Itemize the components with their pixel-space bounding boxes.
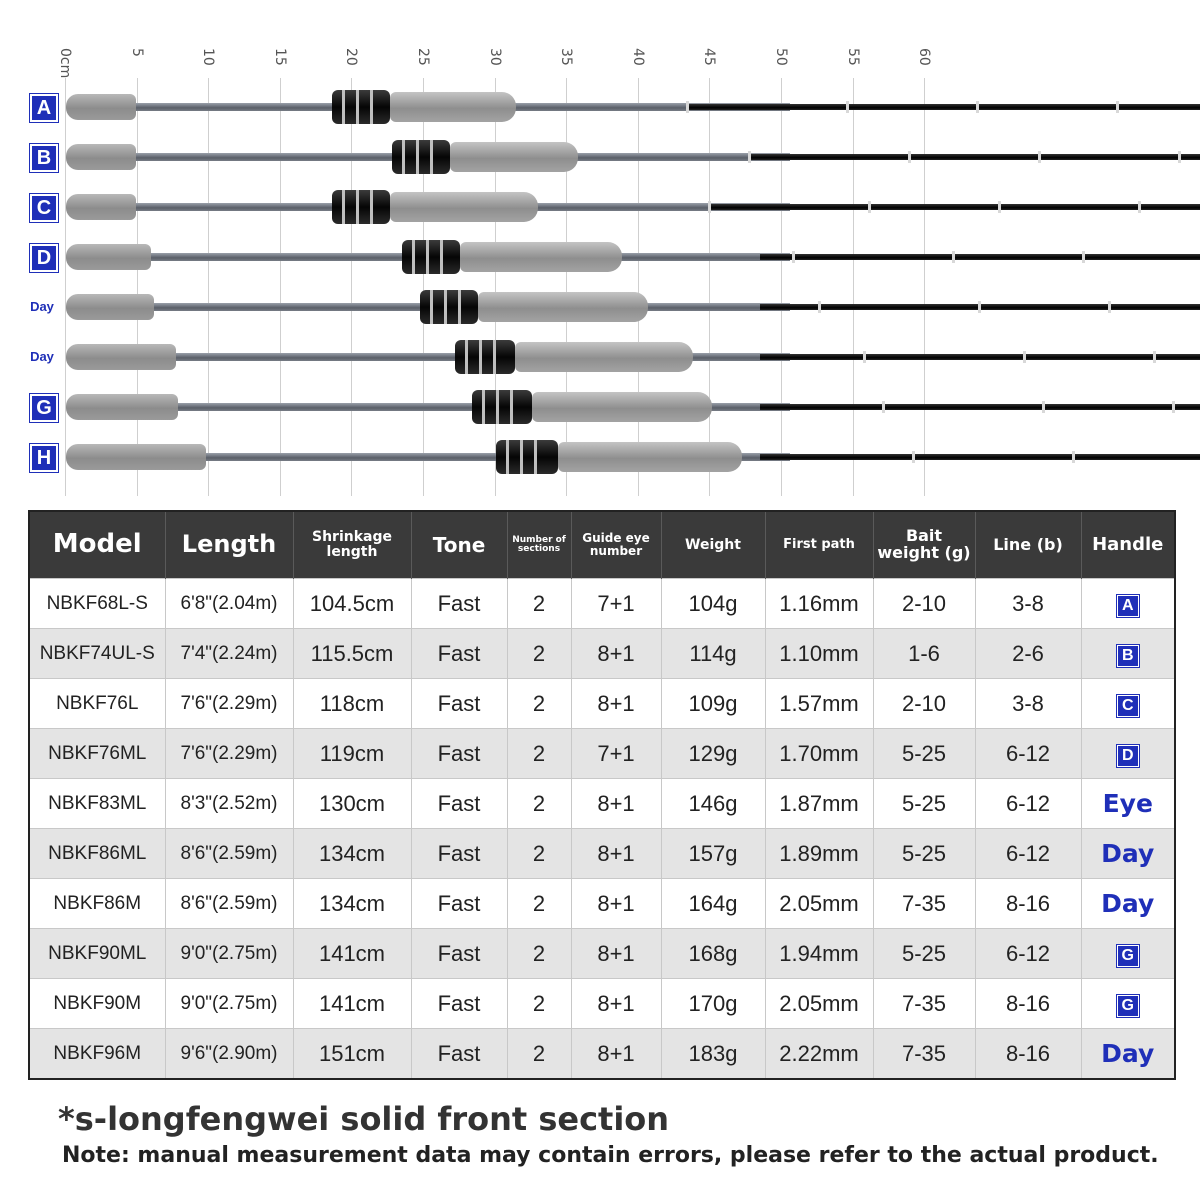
cell-guides: 8+1 <box>571 1029 661 1080</box>
rod-guide-mark <box>1138 201 1141 213</box>
reel-seat-ring <box>402 140 405 174</box>
cell-length: 8'6"(2.59m) <box>165 829 293 879</box>
rod-reel-seat <box>472 390 532 424</box>
handle-label: B <box>1117 645 1139 667</box>
rod-reel-seat <box>402 240 460 274</box>
ruler-tick-label: 25 <box>415 48 431 66</box>
cell-bait-weight: 2-10 <box>873 679 975 729</box>
cell-shrinkage: 115.5cm <box>293 629 411 679</box>
rod-handle-label: B <box>30 144 58 172</box>
header-guide-eye: Guide eye number <box>571 511 661 579</box>
rod-guide-mark <box>882 401 885 413</box>
reel-seat-ring <box>493 340 496 374</box>
ruler-tick-label: 40 <box>630 48 646 66</box>
cell-weight: 114g <box>661 629 765 679</box>
rod-handle-label: H <box>30 444 58 472</box>
reel-seat-ring <box>458 290 461 324</box>
cell-length: 9'6"(2.90m) <box>165 1029 293 1080</box>
rod-handle-label: C <box>30 194 58 222</box>
reel-seat-ring <box>479 340 482 374</box>
reel-seat-ring <box>506 440 509 474</box>
handle-label: G <box>1117 995 1139 1017</box>
cell-weight: 164g <box>661 879 765 929</box>
rod-reel-seat <box>392 140 450 174</box>
rod-guide-mark <box>863 351 866 363</box>
rod-fore-grip <box>532 392 712 422</box>
rod-row <box>0 436 1200 476</box>
rod-row <box>0 86 1200 126</box>
rod-reel-seat <box>455 340 515 374</box>
rod-handle-label: G <box>30 394 58 422</box>
rod-fore-grip <box>390 92 516 122</box>
cell-line: 8-16 <box>975 1029 1081 1080</box>
rod-guide-mark <box>1072 451 1075 463</box>
rod-handle-label: A <box>30 94 58 122</box>
rod-guide-mark <box>978 301 981 313</box>
rod-row <box>0 136 1200 176</box>
table-row <box>29 729 1175 779</box>
cell-model: NBKF90M <box>29 979 165 1029</box>
rod-guide-mark <box>908 151 911 163</box>
rod-row <box>0 386 1200 426</box>
reel-seat-ring <box>496 390 499 424</box>
cell-first-path: 2.22mm <box>765 1029 873 1080</box>
cell-line: 3-8 <box>975 679 1081 729</box>
cell-handle <box>1081 629 1175 679</box>
cell-handle <box>1081 779 1175 829</box>
cell-handle <box>1081 579 1175 629</box>
rod-guide-mark <box>846 101 849 113</box>
rod-guide-mark <box>708 201 711 213</box>
ruler-tick-label: 10 <box>200 48 216 66</box>
cell-weight: 183g <box>661 1029 765 1080</box>
rod-fore-grip <box>558 442 742 472</box>
rod-guide-mark <box>868 201 871 213</box>
disclaimer-note: Note: manual measurement data may contain errors, please refer to the actual product. <box>62 1143 1159 1168</box>
rod-guide-mark <box>976 101 979 113</box>
reel-seat-ring <box>430 140 433 174</box>
ruler-tick-label: 20 <box>343 48 359 66</box>
reel-seat-ring <box>342 90 345 124</box>
cell-length: 7'6"(2.29m) <box>165 729 293 779</box>
rod-reel-seat <box>332 90 390 124</box>
cell-weight: 157g <box>661 829 765 879</box>
rod-guide-mark <box>998 201 1001 213</box>
cell-tone: Fast <box>411 629 507 679</box>
rod-tip-section <box>760 254 1200 260</box>
cell-handle <box>1081 1029 1175 1080</box>
reel-seat-ring <box>342 190 345 224</box>
rod-butt-grip <box>66 244 151 270</box>
rod-tip-section <box>760 404 1200 410</box>
reel-seat-ring <box>370 190 373 224</box>
cell-bait-weight: 1-6 <box>873 629 975 679</box>
header-weight: Weight <box>661 511 765 579</box>
cell-shrinkage: 151cm <box>293 1029 411 1080</box>
cell-model: NBKF76L <box>29 679 165 729</box>
cell-model: NBKF90ML <box>29 929 165 979</box>
ruler-tick-label: 60 <box>916 48 932 66</box>
ruler-tick-label: 0cm <box>57 48 73 79</box>
rod-guide-mark <box>1178 151 1181 163</box>
cell-first-path: 1.70mm <box>765 729 873 779</box>
cell-line: 2-6 <box>975 629 1081 679</box>
cell-guides: 8+1 <box>571 629 661 679</box>
cell-shrinkage: 118cm <box>293 679 411 729</box>
rod-butt-grip <box>66 344 176 370</box>
cell-shrinkage: 141cm <box>293 929 411 979</box>
footnote: *s-longfengwei solid front section <box>58 1100 670 1138</box>
rod-butt-grip <box>66 394 178 420</box>
reel-seat-ring <box>370 90 373 124</box>
cell-bait-weight: 7-35 <box>873 979 975 1029</box>
handle-label: C <box>1117 695 1139 717</box>
rod-handle-label: Day <box>30 298 54 314</box>
reel-seat-ring <box>465 340 468 374</box>
header-first-path: First path <box>765 511 873 579</box>
rod-guide-mark <box>1042 401 1045 413</box>
cell-bait-weight: 7-35 <box>873 1029 975 1080</box>
ruler-tick-label: 45 <box>701 48 717 66</box>
cell-line: 6-12 <box>975 829 1081 879</box>
cell-sections: 2 <box>507 929 571 979</box>
reel-seat-ring <box>510 390 513 424</box>
cell-bait-weight: 5-25 <box>873 929 975 979</box>
cell-length: 8'6"(2.59m) <box>165 879 293 929</box>
handle-label: D <box>1117 745 1139 767</box>
reel-seat-ring <box>426 240 429 274</box>
cell-tone: Fast <box>411 1029 507 1080</box>
table-row <box>29 979 1175 1029</box>
cell-tone: Fast <box>411 729 507 779</box>
cell-tone: Fast <box>411 879 507 929</box>
header-tone: Tone <box>411 511 507 579</box>
rod-guide-mark <box>1023 351 1026 363</box>
reel-seat-ring <box>356 90 359 124</box>
cell-model: NBKF86ML <box>29 829 165 879</box>
rod-reel-seat <box>496 440 558 474</box>
table-row <box>29 579 1175 629</box>
rod-guide-mark <box>952 251 955 263</box>
cell-tone: Fast <box>411 679 507 729</box>
rod-fore-grip <box>478 292 648 322</box>
cell-line: 8-16 <box>975 879 1081 929</box>
rod-fore-grip <box>460 242 622 272</box>
cell-first-path: 1.57mm <box>765 679 873 729</box>
rod-guide-mark <box>1082 251 1085 263</box>
cell-weight: 129g <box>661 729 765 779</box>
rod-handle-label: D <box>30 244 58 272</box>
reel-seat-ring <box>412 240 415 274</box>
handle-label: Day <box>1101 1039 1155 1068</box>
handle-label: Day <box>1101 889 1155 918</box>
cell-line: 6-12 <box>975 929 1081 979</box>
rod-fore-grip <box>390 192 538 222</box>
cell-tone: Fast <box>411 929 507 979</box>
cell-model: NBKF76ML <box>29 729 165 779</box>
cell-first-path: 1.89mm <box>765 829 873 879</box>
cell-length: 6'8"(2.04m) <box>165 579 293 629</box>
reel-seat-ring <box>534 440 537 474</box>
reel-seat-ring <box>416 140 419 174</box>
cell-weight: 146g <box>661 779 765 829</box>
rod-butt-grip <box>66 444 206 470</box>
rod-guide-mark <box>686 101 689 113</box>
cell-sections: 2 <box>507 829 571 879</box>
cell-bait-weight: 2-10 <box>873 579 975 629</box>
cell-tone: Fast <box>411 779 507 829</box>
table-row <box>29 829 1175 879</box>
cell-shrinkage: 119cm <box>293 729 411 779</box>
cell-handle <box>1081 929 1175 979</box>
table-row <box>29 679 1175 729</box>
table-row <box>29 779 1175 829</box>
reel-seat-ring <box>440 240 443 274</box>
handle-label: Day <box>1101 839 1155 868</box>
rod-butt-grip <box>66 194 136 220</box>
cell-guides: 8+1 <box>571 979 661 1029</box>
cell-first-path: 1.10mm <box>765 629 873 679</box>
spec-table <box>28 510 1176 1080</box>
cell-sections: 2 <box>507 579 571 629</box>
table-row <box>29 879 1175 929</box>
rod-fore-grip <box>450 142 578 172</box>
cell-bait-weight: 5-25 <box>873 779 975 829</box>
cell-model: NBKF83ML <box>29 779 165 829</box>
cell-weight: 170g <box>661 979 765 1029</box>
header-sections: Number of sections <box>507 511 571 579</box>
cell-length: 7'6"(2.29m) <box>165 679 293 729</box>
rod-guide-mark <box>792 251 795 263</box>
cell-tone: Fast <box>411 829 507 879</box>
cell-guides: 7+1 <box>571 729 661 779</box>
rod-tip-section <box>708 204 1200 210</box>
cell-length: 9'0"(2.75m) <box>165 979 293 1029</box>
cell-shrinkage: 104.5cm <box>293 579 411 629</box>
cell-guides: 8+1 <box>571 829 661 879</box>
cell-tone: Fast <box>411 979 507 1029</box>
rod-butt-grip <box>66 144 136 170</box>
rod-guide-mark <box>1153 351 1156 363</box>
cell-tone: Fast <box>411 579 507 629</box>
rod-tip-section <box>760 454 1200 460</box>
rod-row <box>0 286 1200 326</box>
cell-line: 8-16 <box>975 979 1081 1029</box>
header-handle: Handle <box>1081 511 1175 579</box>
cell-guides: 8+1 <box>571 779 661 829</box>
cell-first-path: 2.05mm <box>765 879 873 929</box>
header-bait-weight: Bait weight (g) <box>873 511 975 579</box>
cell-weight: 104g <box>661 579 765 629</box>
cell-length: 9'0"(2.75m) <box>165 929 293 979</box>
rod-tip-section <box>686 104 1200 110</box>
rod-reel-seat <box>332 190 390 224</box>
cell-first-path: 1.94mm <box>765 929 873 979</box>
rod-row <box>0 236 1200 276</box>
header-model: Model <box>29 511 165 579</box>
rod-row <box>0 186 1200 226</box>
cell-sections: 2 <box>507 1029 571 1080</box>
rod-guide-mark <box>1038 151 1041 163</box>
cell-model: NBKF86M <box>29 879 165 929</box>
cell-handle <box>1081 829 1175 879</box>
cell-guides: 7+1 <box>571 579 661 629</box>
cell-sections: 2 <box>507 679 571 729</box>
cell-shrinkage: 134cm <box>293 879 411 929</box>
rod-guide-mark <box>1108 301 1111 313</box>
rod-butt-grip <box>66 94 136 120</box>
cell-first-path: 1.87mm <box>765 779 873 829</box>
table-row <box>29 629 1175 679</box>
cell-guides: 8+1 <box>571 929 661 979</box>
cell-handle <box>1081 979 1175 1029</box>
ruler-tick-label: 30 <box>487 48 503 66</box>
ruler-tick-label: 55 <box>845 48 861 66</box>
rod-reel-seat <box>420 290 478 324</box>
cell-model: NBKF96M <box>29 1029 165 1080</box>
cell-length: 7'4"(2.24m) <box>165 629 293 679</box>
reel-seat-ring <box>444 290 447 324</box>
rod-row <box>0 336 1200 376</box>
cell-weight: 168g <box>661 929 765 979</box>
cell-sections: 2 <box>507 979 571 1029</box>
cell-shrinkage: 134cm <box>293 829 411 879</box>
cell-sections: 2 <box>507 729 571 779</box>
header-line: Line (b) <box>975 511 1081 579</box>
cell-line: 3-8 <box>975 579 1081 629</box>
rod-guide-mark <box>818 301 821 313</box>
cell-guides: 8+1 <box>571 879 661 929</box>
cell-bait-weight: 5-25 <box>873 829 975 879</box>
header-shrinkage-length: Shrinkage length <box>293 511 411 579</box>
cell-first-path: 1.16mm <box>765 579 873 629</box>
rod-guide-mark <box>912 451 915 463</box>
table-header-row <box>29 511 1175 579</box>
reel-seat-ring <box>520 440 523 474</box>
rod-tip-section <box>748 154 1200 160</box>
rod-handle-label: Day <box>30 348 54 364</box>
cell-model: NBKF74UL-S <box>29 629 165 679</box>
rod-butt-grip <box>66 294 154 320</box>
table-row <box>29 1029 1175 1080</box>
cell-shrinkage: 130cm <box>293 779 411 829</box>
rod-tip-section <box>760 354 1200 360</box>
rod-guide-mark <box>1172 401 1175 413</box>
cell-model: NBKF68L-S <box>29 579 165 629</box>
ruler-tick-label: 35 <box>558 48 574 66</box>
cell-bait-weight: 5-25 <box>873 729 975 779</box>
ruler-tick-label: 50 <box>773 48 789 66</box>
handle-label: G <box>1117 945 1139 967</box>
cell-length: 8'3"(2.52m) <box>165 779 293 829</box>
cell-line: 6-12 <box>975 779 1081 829</box>
ruler-tick-label: 5 <box>129 48 145 57</box>
rod-fore-grip <box>515 342 693 372</box>
cell-sections: 2 <box>507 629 571 679</box>
reel-seat-ring <box>356 190 359 224</box>
rod-guide-mark <box>1116 101 1119 113</box>
handle-label: Eye <box>1102 789 1153 818</box>
cell-bait-weight: 7-35 <box>873 879 975 929</box>
cell-sections: 2 <box>507 779 571 829</box>
rod-guide-mark <box>748 151 751 163</box>
ruler-tick-label: 15 <box>272 48 288 66</box>
cell-handle <box>1081 729 1175 779</box>
cell-guides: 8+1 <box>571 679 661 729</box>
header-length: Length <box>165 511 293 579</box>
cell-first-path: 2.05mm <box>765 979 873 1029</box>
cell-handle <box>1081 879 1175 929</box>
reel-seat-ring <box>430 290 433 324</box>
cell-line: 6-12 <box>975 729 1081 779</box>
table-row <box>29 929 1175 979</box>
handle-label: A <box>1117 595 1139 617</box>
cell-weight: 109g <box>661 679 765 729</box>
reel-seat-ring <box>482 390 485 424</box>
cell-handle <box>1081 679 1175 729</box>
cell-shrinkage: 141cm <box>293 979 411 1029</box>
cell-sections: 2 <box>507 879 571 929</box>
